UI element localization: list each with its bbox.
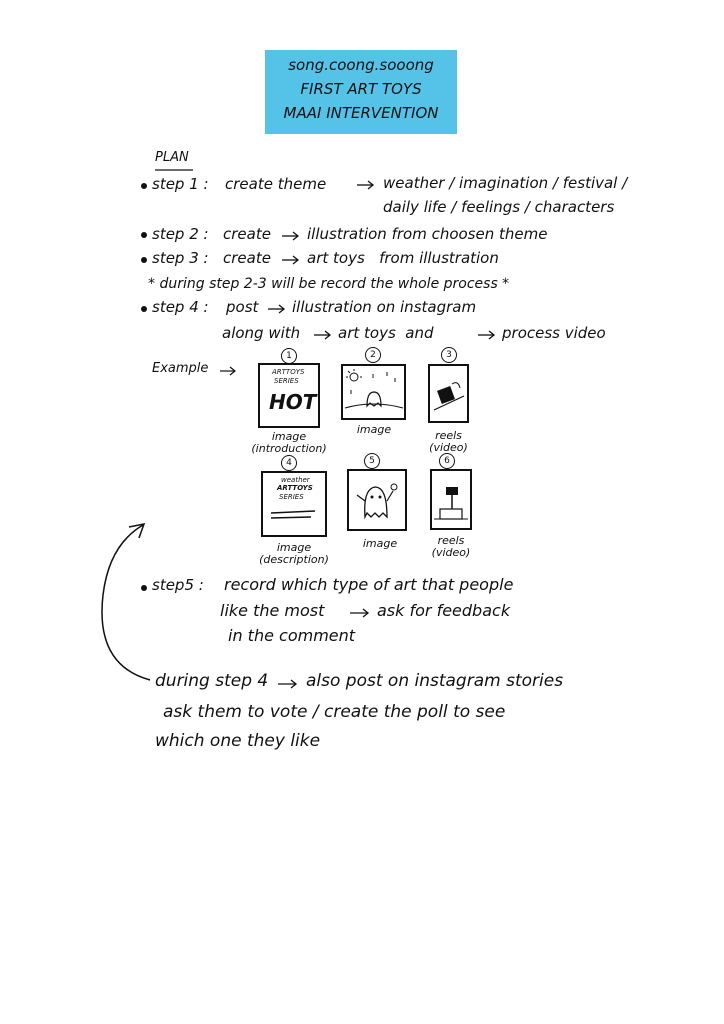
description-lines <box>263 473 325 535</box>
example-caption-6: reels <box>437 534 465 547</box>
title-line-1: song.coong.sooong <box>288 56 434 74</box>
step5-line1: record which type of art that people <box>224 575 514 594</box>
example-caption-4: image <box>276 541 312 554</box>
example-thumbnail-5 <box>347 469 407 531</box>
example-label: Example <box>152 361 209 376</box>
title-line-2: FIRST ART TOYS <box>300 80 422 98</box>
bullet-step2 <box>141 232 147 238</box>
footer-line1-b: also post on instagram stories <box>306 671 564 691</box>
step5-line2: like the most <box>220 601 325 620</box>
thumb4-text-2: ARTTOYS <box>277 484 313 492</box>
arrow-icon <box>282 255 302 265</box>
arrow-icon <box>357 180 377 190</box>
step5-label: step5 : <box>152 576 204 594</box>
step5-line3: in the comment <box>228 626 356 645</box>
example-thumbnail-4 <box>261 471 327 537</box>
bullet-step4 <box>141 306 147 312</box>
example-number-1: 1 <box>281 348 297 364</box>
reels-illustration-2 <box>432 471 470 528</box>
example-thumbnail-6 <box>430 469 472 530</box>
step3-text: create <box>223 249 271 267</box>
step2-label: step 2 : <box>152 225 209 243</box>
thumb1-text-2: SERIES <box>274 377 299 385</box>
sun-ghost-illustration <box>343 366 405 418</box>
example-number-3: 3 <box>441 347 457 363</box>
example-subcaption-3: (video) <box>429 441 468 454</box>
plan-underline <box>155 168 195 172</box>
footer-line2: ask them to vote / create the poll to see <box>163 702 506 722</box>
example-caption-1: image <box>271 430 307 443</box>
step1-result-line1: weather / imagination / festival / <box>383 174 628 192</box>
curved-arrow-icon <box>95 515 175 685</box>
step3-label: step 3 : <box>152 249 209 267</box>
step4-line2-c: process video <box>502 324 606 342</box>
arrow-icon <box>478 330 498 340</box>
plan-heading: PLAN <box>155 150 189 165</box>
thumb4-text-3: SERIES <box>279 493 304 501</box>
bullet-step3 <box>141 257 147 263</box>
step1-label: step 1 : <box>152 175 209 193</box>
example-number-6: 6 <box>439 453 455 469</box>
step1-text: create theme <box>225 175 327 193</box>
step3-result: art toys from illustration <box>307 249 499 267</box>
arrow-icon <box>314 330 334 340</box>
example-subcaption-1: (introduction) <box>251 442 327 455</box>
step4-line2-b: art toys and <box>338 324 434 342</box>
example-caption-5: image <box>362 537 398 550</box>
title-box <box>265 50 457 134</box>
thumb1-text-1: ARTTOYS <box>272 368 305 376</box>
ghost-illustration <box>349 471 405 529</box>
arrow-icon <box>282 231 302 241</box>
bullet-step1 <box>141 183 147 189</box>
thumb1-big-text: HOT <box>269 390 317 414</box>
arrow-icon <box>278 679 300 689</box>
step4-label: step 4 : <box>152 298 209 316</box>
example-caption-2: image <box>356 423 392 436</box>
example-thumbnail-3 <box>428 364 469 423</box>
example-number-2: 2 <box>365 347 381 363</box>
step4-line2-a: along with <box>222 324 301 342</box>
step4-text: post <box>226 298 259 316</box>
step2-text: create <box>223 225 271 243</box>
title-line-3: MAAI INTERVENTION <box>283 104 439 122</box>
footer-line3: which one they like <box>155 731 321 751</box>
bullet-step5 <box>141 585 147 591</box>
step5-line2-b: ask for feedback <box>377 601 511 620</box>
step4-result: illustration on instagram <box>292 298 477 316</box>
step2-result: illustration from choosen theme <box>307 225 548 243</box>
thumb4-text-1: weather <box>281 476 310 484</box>
reels-illustration <box>430 366 467 421</box>
example-caption-3: reels <box>435 429 462 442</box>
example-thumbnail-1 <box>258 363 320 428</box>
example-thumbnail-2 <box>341 364 406 420</box>
footer-line1-a: during step 4 <box>155 671 269 691</box>
arrow-icon <box>268 304 288 314</box>
example-number-4: 4 <box>281 455 297 471</box>
example-subcaption-6: (video) <box>431 546 471 559</box>
example-number-5: 5 <box>364 453 380 469</box>
arrow-icon <box>350 608 372 618</box>
example-subcaption-4: (description) <box>259 553 329 566</box>
step1-result-line2: daily life / feelings / characters <box>383 198 615 216</box>
process-note: * during step 2-3 will be record the whole process * <box>148 276 510 292</box>
arrow-icon <box>220 366 238 376</box>
